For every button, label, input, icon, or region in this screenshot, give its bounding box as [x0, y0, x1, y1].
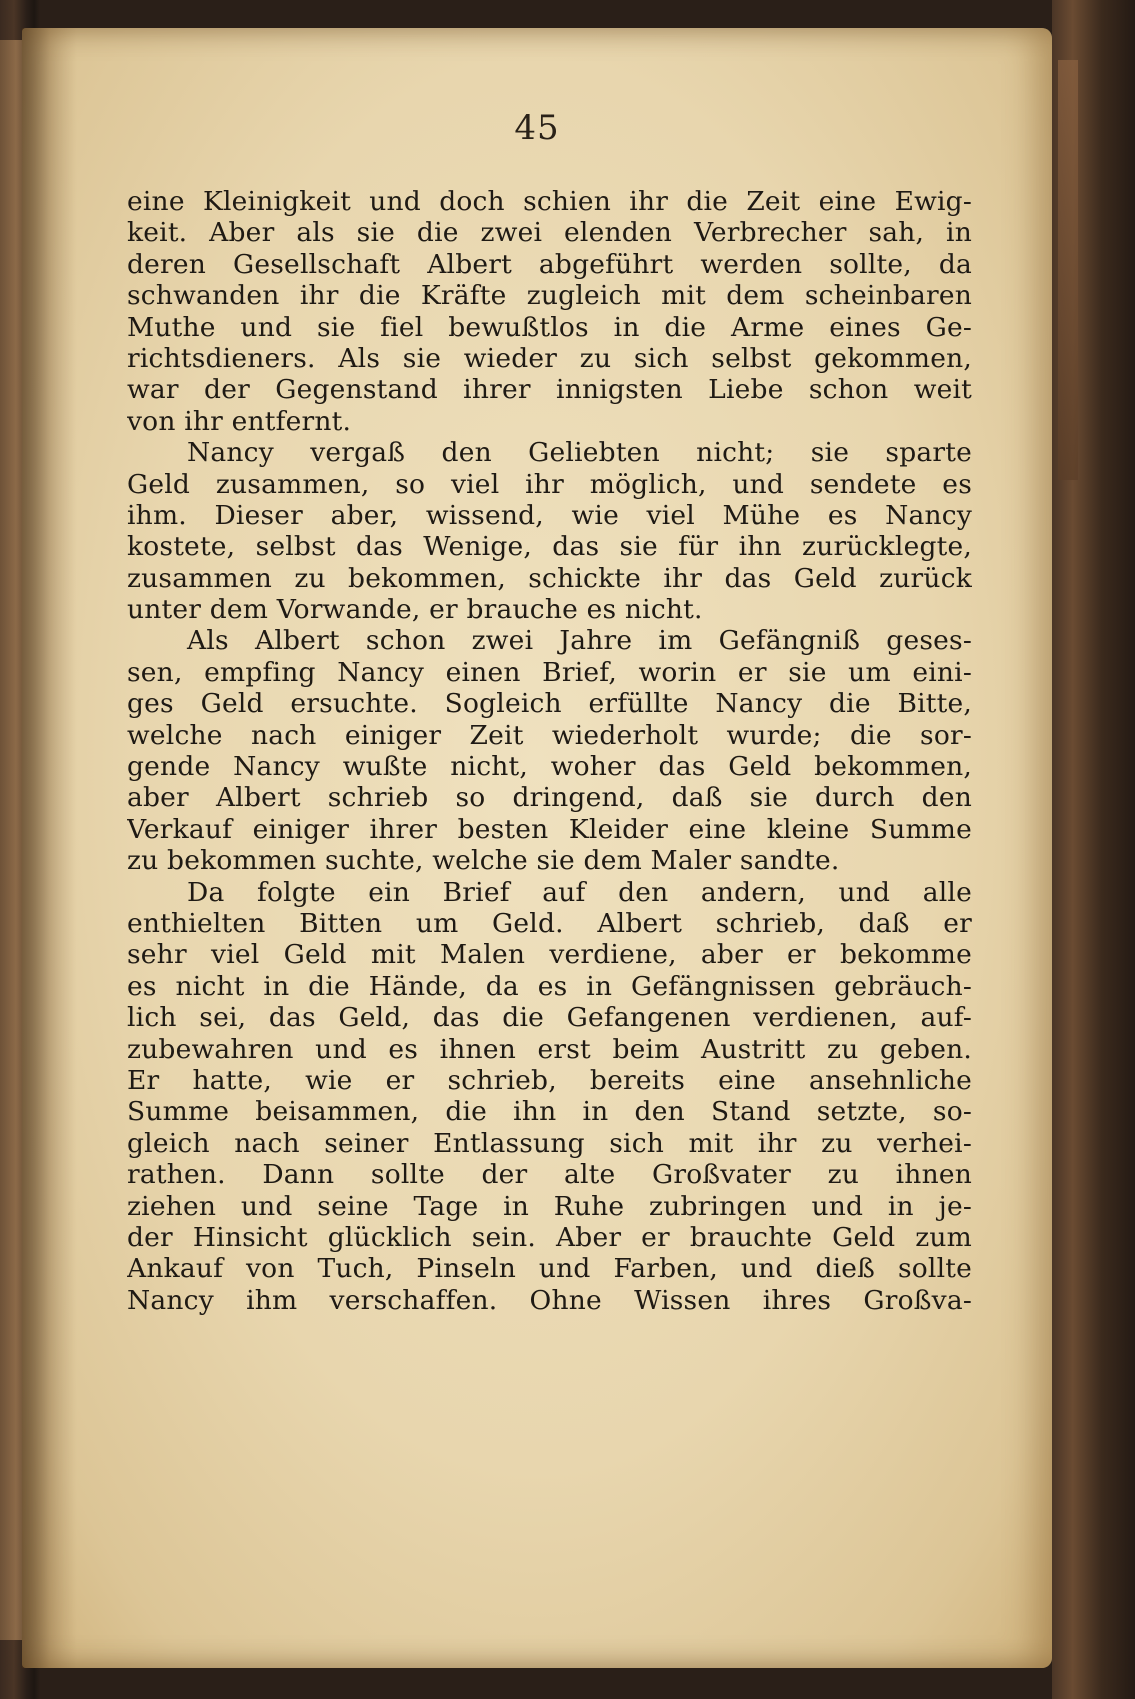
text-line: Als Albert schon zwei Jahre im Gefängniß geses- [187, 625, 972, 657]
text-line: deren Gesellschaft Albert abgeführt werden sollte, da [127, 248, 972, 280]
text-line: schwanden ihr die Kräfte zugleich mit dem scheinbaren [127, 280, 972, 312]
text-line: eine Kleinigkeit und doch schien ihr die Zeit eine Ewig- [127, 186, 972, 217]
text-line: keit. Aber als sie die zwei elenden Verbrecher sah, in [127, 217, 972, 249]
text-line: welche nach einiger Zeit wiederholt wurde; die sor- [127, 719, 972, 751]
text-line: kostete, selbst das Wenige, das sie für ihn zurücklegte, [127, 531, 972, 563]
text-line: war der Gegenstand ihrer innigsten Liebe schon weit [127, 374, 972, 406]
book-cover-edge [1052, 0, 1135, 1699]
text-line: rathen. Dann sollte der alte Großvater zu ihnen [127, 1159, 972, 1191]
page-number: 45 [514, 108, 560, 148]
body-text [127, 186, 972, 1316]
text-line: Ankauf von Tuch, Pinseln und Farben, und dieß sollte [127, 1253, 972, 1285]
text-line: sen, empfing Nancy einen Brief, worin er sie um eini- [127, 656, 972, 688]
text-line: Da folgte ein Brief auf den andern, und alle [187, 876, 972, 908]
text-line: zusammen zu bekommen, schickte ihr das Geld zurück [127, 562, 972, 594]
text-line: zu bekommen suchte, welche sie dem Maler sandte. [127, 845, 840, 877]
text-line: Verkauf einiger ihrer besten Kleider eine kleine Summe [127, 813, 972, 845]
text-line: Summe beisammen, die ihn in den Stand setzte, so- [127, 1096, 972, 1128]
text-line: Nancy ihm verschaffen. Ohne Wissen ihres Großva- [127, 1284, 972, 1316]
text-line: unter dem Vorwande, er brauche es nicht. [127, 594, 703, 626]
book-page [22, 28, 1052, 1668]
text-line: von ihr entfernt. [127, 405, 352, 437]
text-line: aber Albert schrieb so dringend, daß sie durch den [127, 782, 972, 814]
text-line: richtsdieners. Als sie wieder zu sich selbst gekommen, [127, 342, 972, 374]
text-line: enthielten Bitten um Geld. Albert schrieb, daß er [127, 907, 972, 939]
text-line: gleich nach seiner Entlassung sich mit ihr zu verhei- [127, 1127, 972, 1159]
text-line: ihm. Dieser aber, wissend, wie viel Mühe es Nancy [127, 499, 972, 531]
spine-shadow [22, 28, 77, 1668]
text-line: lich sei, das Geld, das die Gefangenen verdienen, auf- [127, 1002, 972, 1034]
text-line: Muthe und sie fiel bewußtlos in die Arme eines Ge- [127, 311, 972, 343]
worn-binding [1058, 60, 1078, 480]
text-line: Geld zusammen, so viel ihr möglich, und sendete es [127, 468, 972, 500]
text-line: es nicht in die Hände, da es in Gefängnissen gebräuch- [127, 970, 972, 1002]
text-line: Nancy vergaß den Geliebten nicht; sie sparte [187, 437, 972, 469]
text-line: ges Geld ersuchte. Sogleich erfüllte Nancy die Bitte, [127, 688, 972, 720]
text-line: ziehen und seine Tage in Ruhe zubringen und in je- [127, 1190, 972, 1222]
text-line: der Hinsicht glücklich sein. Aber er brauchte Geld zum [127, 1221, 972, 1253]
text-line: zubewahren und es ihnen erst beim Austritt zu geben. [127, 1033, 972, 1065]
text-line: Er hatte, wie er schrieb, bereits eine ansehnliche [127, 1064, 972, 1096]
text-line: gende Nancy wußte nicht, woher das Geld bekommen, [127, 751, 972, 783]
text-line: sehr viel Geld mit Malen verdiene, aber er bekomme [127, 939, 972, 971]
